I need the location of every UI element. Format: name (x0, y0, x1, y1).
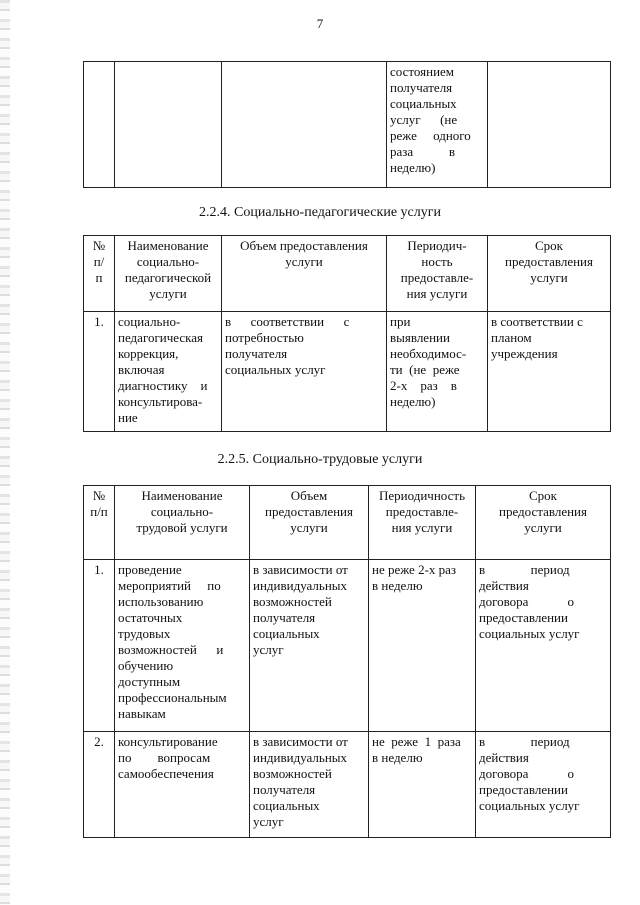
cell-line: договора о (479, 766, 574, 781)
cell-line: возможностей и (118, 642, 224, 657)
cell-line: использованию (118, 594, 204, 609)
cell-line: педагогической (124, 270, 212, 285)
cell-line: в зависимости от (253, 562, 348, 577)
cell-line: услуги (285, 254, 323, 269)
cont-cell-period (387, 62, 488, 188)
cell-line: самообеспечения (118, 766, 214, 781)
cell-line: в период (479, 734, 570, 749)
cell-line: услуги (524, 520, 562, 535)
row-period (369, 732, 476, 838)
row-volume (250, 732, 369, 838)
table-row (84, 732, 611, 838)
row-term (476, 560, 611, 732)
cell-line: потребностью (225, 330, 304, 345)
row-num: 1. (84, 312, 115, 432)
cell-line: не реже 2-х раз (372, 562, 457, 577)
cell-line: возможностей (253, 766, 332, 781)
cell-line: получателя (253, 610, 316, 625)
page-number: 7 (316, 16, 324, 31)
cell-line: по вопросам (118, 750, 211, 765)
cell-line: индивидуальных (253, 578, 348, 593)
cell-line: предоставлении (479, 782, 568, 797)
cell-line: включая (118, 362, 165, 377)
cell-line: ния услуги (406, 286, 468, 301)
row-period (387, 312, 488, 432)
header-num (84, 486, 115, 560)
cell-line: в соответствии с (225, 314, 350, 329)
row-num: 2. (84, 732, 115, 838)
cell-line: трудовых (118, 626, 171, 641)
row-name (115, 560, 250, 732)
cell-line: мероприятий по (118, 578, 221, 593)
header-period (369, 486, 476, 560)
cell-line: коррекция, (118, 346, 179, 361)
section-heading-224: 2.2.4. Социально-педагогические услуги (199, 205, 441, 220)
cell-line: диагностику и (118, 378, 208, 393)
cell-line: Срок (529, 488, 557, 503)
header-name (115, 236, 222, 312)
cell-line: предоставления (505, 254, 593, 269)
row-volume (250, 560, 369, 732)
header-term (476, 486, 611, 560)
cell-line: неделю) (390, 394, 436, 409)
cell-line: услуг (253, 642, 284, 657)
cell-line: № (92, 488, 106, 503)
cell-line: при (390, 314, 411, 329)
cell-line: действия (479, 750, 529, 765)
cell-line: ность (421, 254, 453, 269)
cell-line: Объем предоставления (240, 238, 368, 253)
cell-line: получателя (390, 80, 453, 95)
cell-line: неделю) (390, 160, 436, 175)
cell-line: социальных услуг (225, 362, 326, 377)
cell-line: планом (491, 330, 532, 345)
cell-line: учреждения (491, 346, 558, 361)
cell-line: ния услуги (391, 520, 453, 535)
continuation-table (83, 61, 611, 188)
cell-line: предоставления (499, 504, 587, 519)
cell-line: в соответствии с (491, 314, 583, 329)
cell-line: социальных (253, 626, 320, 641)
cell-line: в неделю (372, 750, 423, 765)
cell-line: социальных (390, 96, 457, 111)
cell-line: п/п (90, 504, 108, 519)
cell-line: услуг (253, 814, 284, 829)
header-num (84, 236, 115, 312)
cell-line: Периодичность (378, 488, 465, 503)
cell-line: ние (118, 410, 138, 425)
cell-line: реже одного (390, 128, 471, 143)
cell-line: п (95, 270, 103, 285)
cell-line: обучению (118, 658, 174, 673)
table-225 (83, 485, 611, 838)
cell-line: социальных услуг (479, 626, 580, 641)
cont-cell-volume (222, 62, 387, 188)
cell-line: социальных (253, 798, 320, 813)
cell-line: в период (479, 562, 570, 577)
cell-line: проведение (118, 562, 182, 577)
table-row (84, 560, 611, 732)
cell-line: Наименование (141, 488, 223, 503)
cell-line: социально- (136, 254, 200, 269)
cont-cell-name (115, 62, 222, 188)
row-period (369, 560, 476, 732)
cell-line: Объем (290, 488, 328, 503)
cell-line: необходимос- (390, 346, 467, 361)
cell-line: консультирование (118, 734, 218, 749)
table-224 (83, 235, 611, 432)
row-volume (222, 312, 387, 432)
row-term (476, 732, 611, 838)
header-period (387, 236, 488, 312)
cell-line: услуг (не (390, 112, 458, 127)
table-row (84, 312, 611, 432)
cell-line: Периодич- (407, 238, 467, 253)
cell-line: № (92, 238, 106, 253)
cell-line: предоставления (265, 504, 353, 519)
cell-line: услуги (530, 270, 568, 285)
cell-line: Наименование (127, 238, 209, 253)
cell-line: услуги (149, 286, 187, 301)
cell-line: 2-х раз в (390, 378, 457, 393)
row-num: 1. (84, 560, 115, 732)
table-header-row (84, 236, 611, 312)
cell-line: п/ (93, 254, 105, 269)
cont-cell-num (84, 62, 115, 188)
row-name (115, 732, 250, 838)
section-heading-225: 2.2.5. Социально-трудовые услуги (217, 452, 423, 467)
header-volume (250, 486, 369, 560)
cell-line: социально- (150, 504, 214, 519)
cell-line: не реже 1 раза (372, 734, 461, 749)
cell-line: действия (479, 578, 529, 593)
header-term (488, 236, 611, 312)
cell-line: получателя (253, 782, 316, 797)
cell-line: выявлении (390, 330, 450, 345)
cont-cell-term (488, 62, 611, 188)
cell-line: предоставле- (385, 504, 459, 519)
cell-line: предоставлении (479, 610, 568, 625)
cell-line: остаточных (118, 610, 183, 625)
cell-line: доступным (118, 674, 181, 689)
cell-line: ти (не реже (390, 362, 460, 377)
cell-line: предоставле- (400, 270, 474, 285)
cell-line: в неделю (372, 578, 423, 593)
header-volume (222, 236, 387, 312)
row-term (488, 312, 611, 432)
cell-line: получателя (225, 346, 288, 361)
cell-line: Срок (535, 238, 563, 253)
cell-line: индивидуальных (253, 750, 348, 765)
header-name (115, 486, 250, 560)
cell-line: состоянием (390, 64, 455, 79)
cell-line: педагогическая (118, 330, 204, 345)
cell-line: социальных услуг (479, 798, 580, 813)
cell-line: социально- (118, 314, 181, 329)
cell-line: услуги (290, 520, 328, 535)
table-header-row (84, 486, 611, 560)
cell-line: профессиональным (118, 690, 227, 705)
cell-line: раза в (390, 144, 456, 159)
row-name (115, 312, 222, 432)
cell-line: возможностей (253, 594, 332, 609)
cell-line: трудовой услуги (136, 520, 228, 535)
cell-line: навыкам (118, 706, 166, 721)
cell-line: консультирова- (118, 394, 203, 409)
cell-line: в зависимости от (253, 734, 348, 749)
cell-line: договора о (479, 594, 574, 609)
